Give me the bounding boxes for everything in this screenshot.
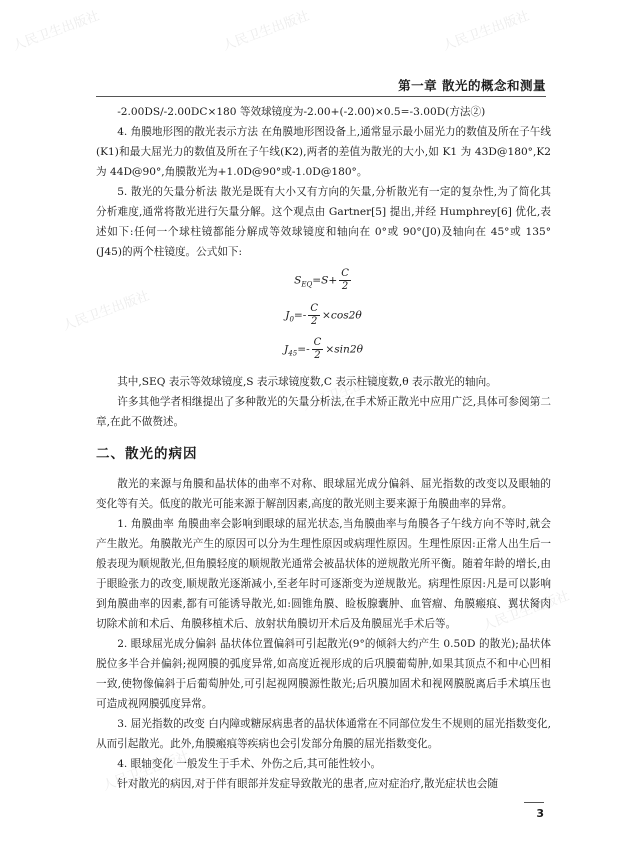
paragraph: -2.00DS/-2.00DC×180 等效球镜度为-2.00+(-2.00)×0.5=-3.00D(方法②) [117, 106, 486, 118]
watermark: 人民卫生出版社 [440, 8, 532, 54]
paragraph: 散光的来源与角膜和晶状体的曲率不对称、眼球屈光成分偏斜、屈光指数的改变以及眼轴的变化等有关。低度的散光可能来源于解剖因素,高度的散光则主要来源于角膜曲率的异常。 [96, 477, 551, 510]
paragraph: 1. 角膜曲率 角膜曲率会影响到眼球的屈光状态,当角膜曲率与角膜各子午线方向不等时,就会产生散光。角膜散光产生的原因可以分为生理性原因或病理性原因。生理性原因:正常人出生后一般表现为顺规散光,但角膜轻度的顺规散光通常会被晶状体的逆规散光所平衡。随着年龄的增长,由于眼睑张力的改变,顺规散光逐渐减小,至老年时可逐渐变为逆规散光。病理性原因:凡是可以影响到角膜曲率的因素,都有可能诱导散光,如:圆锥角膜、睑板腺囊肿、血管瘤、角膜瘢痕、翼状胬肉切除术前和术后、角膜移植术后、放射状角膜切开术后及角膜屈光手术后等。 [96, 517, 551, 630]
formula-seq: $S_{EQ}=S+$ $\frac{C}{2}$ [294, 268, 349, 292]
page-body [96, 102, 551, 794]
watermark: 人民卫生出版社 [220, 8, 312, 54]
watermark: 人民卫生出版社 [10, 8, 102, 54]
formula-j45: $J_{45}=-$ $\frac{C}{2}$ ×sin2θ [284, 337, 363, 362]
paragraph: 2. 眼球屈光成分偏斜 晶状体位置偏斜可引起散光(9°的倾斜大约产生 0.50D 的散光);晶状体脱位多半合并偏斜;视网膜的弧度异常,如高度近视形成的后巩膜葡萄肿,如果其顶点不和中心凹相一致,使物像偏斜于后葡萄肿处,可引起视网膜源性散光;后巩膜加固术和视网膜脱离后手术填压也可造成视网膜弧度异常。 [96, 637, 551, 710]
running-header [96, 74, 546, 97]
section-heading: 二、散光的病因 [96, 445, 198, 462]
paragraph: 许多其他学者相继提出了多种散光的矢量分析法,在手术矫正散光中应用广泛,具体可参阅第二章,在此不做赘述。 [96, 395, 551, 428]
formula-j0: $J_0=-$ $\frac{C}{2}$ ×cos2θ [285, 302, 362, 327]
paragraph: 5. 散光的矢量分析法 散光是既有大小又有方向的矢量,分析散光有一定的复杂性,为了简化其分析难度,通常将散光进行矢量分解。这个观点由 Gartner[5] 提出,并经 Humphrey[6] 优化,表述如下:任何一个球柱镜都能分解成等效球镜度和轴向在 0°或 90°(J0)及轴向在 45°或 135°(J45)的两个柱镜度。公式如下: [96, 186, 551, 258]
page-number: 3 [524, 802, 544, 820]
paragraph: 针对散光的病因,对于伴有眼部并发症导致散光的患者,应对症治疗,散光症状也会随 [117, 777, 499, 790]
paragraph: 3. 屈光指数的改变 白内障或糖尿病患者的晶状体通常在不同部位发生不规则的屈光指数变化,从而引起散光。此外,角膜瘢痕等疾病也会引发部分角膜的屈光指数变化。 [96, 717, 551, 750]
watermark: 人民卫生出版社 [480, 588, 572, 634]
paragraph: 其中,SEQ 表示等效球镜度,S 表示球镜度数,C 表示柱镜度数,θ 表示散光的轴向。 [117, 375, 497, 388]
watermark: 人民卫生出版社 [300, 368, 392, 414]
chapter-title: 第一章 散光的概念和测量 [398, 78, 546, 93]
paragraph: 4. 眼轴变化 一般发生于手术、外伤之后,其可能性较小。 [117, 757, 382, 770]
watermark: 人民卫生出版社 [100, 748, 192, 794]
paragraph: 4. 角膜地形图的散光表示方法 在角膜地形图设备上,通常显示最小屈光力的数值及所在子午线(K1)和最大屈光力的数值及所在子午线(K2),两者的差值为散光的大小,如 K1 为 43D@180°,K2 为 44D@90°,角膜散光为+1.0D@90°或-1.0D@180°。 [96, 126, 551, 178]
watermark: 人民卫生出版社 [60, 288, 152, 334]
